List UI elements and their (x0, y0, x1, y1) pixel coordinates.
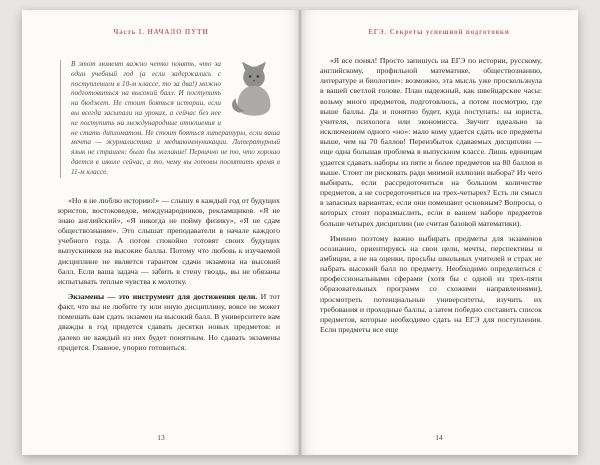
quote-block (60, 60, 280, 178)
right-paragraph-1: «Я все понял! Просто запишусь на ЕГЭ по истории, русскому, английскому, профильной математике, обществознанию, литературе и биологии»: возможно, эта мысль уже проскользнула в вашей светлой голове. План надежный, как швейцарские часы: возьму много предметов, подготовлюсь, а потом посмотрю, где выше баллы. Да и понятно будет, куда поступать: на юриста, учителя, психолога или экономиста. Звучит идеально за исключением одного «но»: мало кому удается сдать все предметы выше, чем на 70 баллов! Переизбыток сдаваемых дисциплин — еще одна большая проблема в выпускном классе. Лишь единицам удается сдавать наборы из пяти и более предметов на 80 баллов и выше. Стоит ли рисковать ради мнимой иллюзии выбора? Из чего выбирать, если рассредоточиться на большом количестве предметов, а не сосредоточиться на трех-четырех? Есть ли смысл в запасных вариантах, если они помешают основным? Вопросы, о которых стоит поразмыслить, если в вашем наборе предметов больше четырех дисциплин (не считая базовой математики). (320, 56, 542, 228)
left-page-content (58, 56, 280, 421)
left-paragraph-1: «Но я не люблю историю!» — слышу я каждый год от будущих юристов, востоковедов, международников, рекламщиков. «Я не знаю английский», «Я никогда не пойму физику», «Я не сдам обществознание». Это слышат преподаватели в начале каждого учебного года. А потом спокойно готовят своих будущих выпускников на высокие баллы. Потому что любовь к изучаемой дисциплине не является гарантом сдачи экзамена на высокий балл. Если ваша задача — забить в стену гвоздь, вы не обязаны испытывать теплые чувства к молотку. (58, 195, 280, 286)
left-page (22, 10, 300, 455)
quote-text: В этот момент важно четко понять, что за один учебный год (а если задержались с поступлением в 10-м классе, то за два!) можно подготовиться на высокий балл. И поступить на бюджет. Не стоит бояться истории, если вы всегда засыпали на уроках, а сейчас без нее не поступить на международные отношения и не стать дипломатом. Не стоит бояться литературы, если ваша мечта — журналистика и медиакоммуникации. Литературный язык не страшен: было бы желание! Первично не то, что хорошо дается в школе сейчас, а то, чему вы готовы посвятить время в 11-м классе. (71, 60, 280, 176)
cat-illustration (228, 60, 280, 121)
right-page-content (320, 56, 542, 421)
right-page (300, 10, 578, 455)
left-page-number: 13 (157, 433, 165, 442)
left-running-head: Часть I. НАЧАЛО ПУТИ (113, 29, 209, 36)
right-running-head: ЕГЭ. Секреты успешной подготовки (368, 29, 510, 36)
book-spread (22, 10, 578, 455)
right-page-number: 14 (435, 433, 443, 442)
left-paragraph-2 (58, 292, 280, 353)
left-paragraph-2-rest: И тот факт, что вы не любите ту или иную дисциплину, вовсе не может помешать вам сдать экзамен на высокий балл. В университете вам дважды в год придется сдавать десятки новых предметов: и далеко не каждый из них будет понятным. Но сдавать экзамены придется. Главное, упорно готовиться. (58, 291, 280, 352)
right-paragraph-2: Именно поэтому важно выбирать предметы для экзаменов осознанно, ориентируясь на свои цели, мечты, перспективы и амбиции, а не на оценки, просьбы школьных учителей и страх не набрать высокий балл по предмету. Необходимо определиться с профессиональными сферами (хотя бы с одной из трех-пяти образовательных программ со схожими направлениями), просмотреть потенциальные университеты, изучить их требования и проходные баллы, а затем победно составить список предметов, которые необходимо сдать на ЕГЭ для поступления. Если предметы все еще (320, 233, 542, 335)
bold-lead-sentence: Экзамены — это инструмент для достижения цели. (68, 291, 258, 301)
